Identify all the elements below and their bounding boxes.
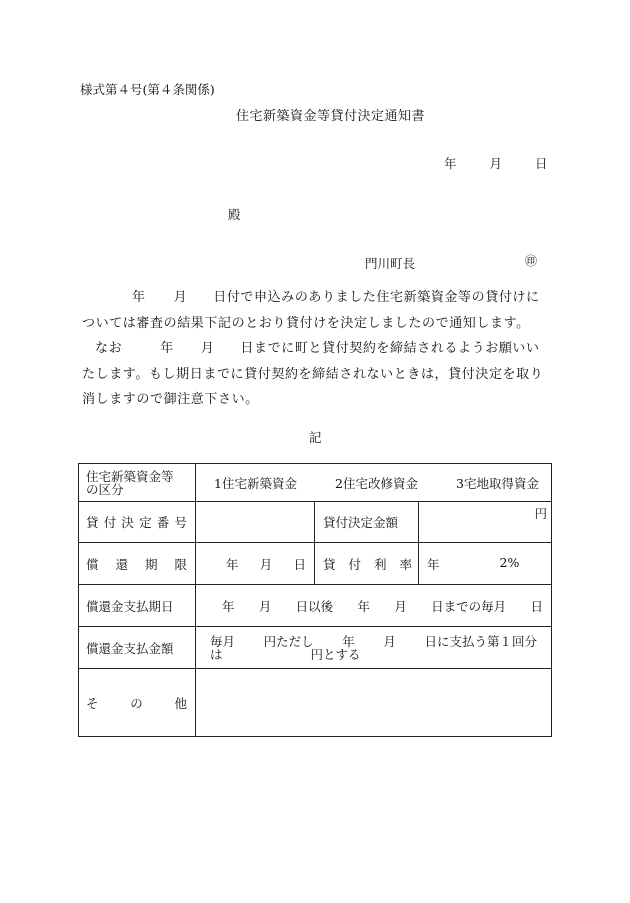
notice-body <box>82 285 552 413</box>
table-row-payment-amount <box>79 627 552 669</box>
ch: 定 <box>139 515 152 530</box>
body-p1-rest: 日付で申込みのありました住宅新築資金等の貸付けに <box>213 290 540 305</box>
table-row-loan-type <box>79 464 552 502</box>
label-loan-type-line1: 住宅新築資金等 <box>86 468 174 484</box>
label-payment-amount: 償還金支払金額 <box>79 627 196 669</box>
amount-first-payment: 日に支払う第１回分 <box>424 633 537 649</box>
rate-value: 2% <box>499 554 520 570</box>
body-p2-month: 月 <box>200 341 215 356</box>
amount-year: 年 <box>342 633 355 649</box>
body-p1-line2: ついては審査の結果下記のとおり貸付けを決定しましたので通知します。 <box>82 315 530 331</box>
seal-mark: ㊞ <box>524 254 537 268</box>
document-title: 住宅新築資金等貸付決定通知書 <box>236 109 426 124</box>
ch: 号 <box>174 515 187 530</box>
ch: 決 <box>121 515 134 530</box>
amount-month: 月 <box>383 633 396 649</box>
deadline-month: 月 <box>259 556 273 572</box>
deadline-day: 日 <box>293 556 306 572</box>
label-decision-number <box>79 502 196 543</box>
amount-line2-suffix: 円とする <box>310 646 361 662</box>
label-loan-type-line2: の区分 <box>86 481 124 497</box>
table-row-other <box>79 669 552 737</box>
value-payment-date <box>196 585 552 627</box>
rate-year: 年 <box>427 556 440 572</box>
ch: 貸 <box>86 515 99 530</box>
issue-date <box>444 154 547 172</box>
addressee-suffix: 殿 <box>228 207 241 222</box>
ch: 償 <box>86 556 99 572</box>
table-row-repayment-deadline <box>79 543 552 585</box>
label-repayment-deadline <box>79 543 196 585</box>
body-p1-month: 月 <box>173 290 188 305</box>
type-new-construction: 1住宅新築資金 <box>214 475 297 491</box>
date-year: 年 <box>444 156 457 171</box>
table-row-payment-date <box>79 585 552 627</box>
type-renovation: 2住宅改修資金 <box>335 475 418 491</box>
ch: 貸 <box>323 556 336 572</box>
value-interest-rate <box>419 543 552 585</box>
value-other <box>196 669 552 737</box>
ch: 番 <box>156 515 170 530</box>
date-month: 月 <box>489 156 502 171</box>
sched-month-to: 月 <box>394 598 407 614</box>
deadline-year: 年 <box>226 556 239 572</box>
body-p2-prefix: なお <box>95 341 123 356</box>
loan-type-options <box>196 464 552 502</box>
loan-decision-table <box>78 463 552 737</box>
label-payment-date: 償還金支払期日 <box>79 585 196 627</box>
date-day: 日 <box>534 156 548 171</box>
label-other <box>79 669 196 737</box>
value-decision-number <box>196 502 315 543</box>
sched-day-to: 日までの毎月 <box>431 598 507 614</box>
ch: 他 <box>174 695 187 711</box>
ch: 付 <box>103 515 117 530</box>
value-decision-amount <box>419 502 552 543</box>
label-loan-type <box>79 464 196 502</box>
type-land-acquisition: 3宅地取得資金 <box>456 475 539 491</box>
body-p1-line1 <box>82 285 552 311</box>
sched-day-monthly: 日 <box>530 598 543 614</box>
amount-monthly: 毎月 <box>210 633 236 649</box>
sched-year-to: 年 <box>357 598 370 614</box>
ch: 還 <box>115 556 128 572</box>
ch: 付 <box>348 556 361 572</box>
body-p2-year: 年 <box>160 341 174 356</box>
ch: 限 <box>174 556 187 572</box>
form-number: 様式第４号(第４条関係) <box>80 82 215 97</box>
ch: 率 <box>399 556 412 572</box>
amount-yen-however: 円ただし <box>263 633 314 649</box>
body-p1-year: 年 <box>132 290 146 305</box>
yen-unit: 円 <box>534 506 547 521</box>
ch: の <box>130 695 143 711</box>
body-p2-line2: たします。もし期日までに貸付契約を締結されないときは，貸付決定を取り <box>82 366 544 382</box>
table-row-decision <box>79 502 552 543</box>
issuer-name: 門川町長 <box>365 256 416 271</box>
label-decision-amount: 貸付決定金額 <box>315 502 419 543</box>
ch: 利 <box>373 556 387 572</box>
ch: 期 <box>144 556 158 572</box>
body-p2-line1 <box>82 336 552 362</box>
value-repayment-deadline <box>196 543 315 585</box>
value-payment-amount <box>196 627 552 669</box>
ch: そ <box>86 695 99 711</box>
label-interest-rate <box>315 543 419 585</box>
amount-line2-prefix: は <box>210 646 223 662</box>
sched-year-from: 年 <box>222 598 235 614</box>
body-p2-rest: 日までに町と貸付契約を締結されるようお願いい <box>240 341 540 356</box>
sched-month-from: 月 <box>258 598 272 614</box>
ki-heading: 記 <box>309 430 322 445</box>
body-p2-line3: 消しますので御注意下さい。 <box>82 392 259 407</box>
sched-day-from: 日以後 <box>295 598 334 614</box>
